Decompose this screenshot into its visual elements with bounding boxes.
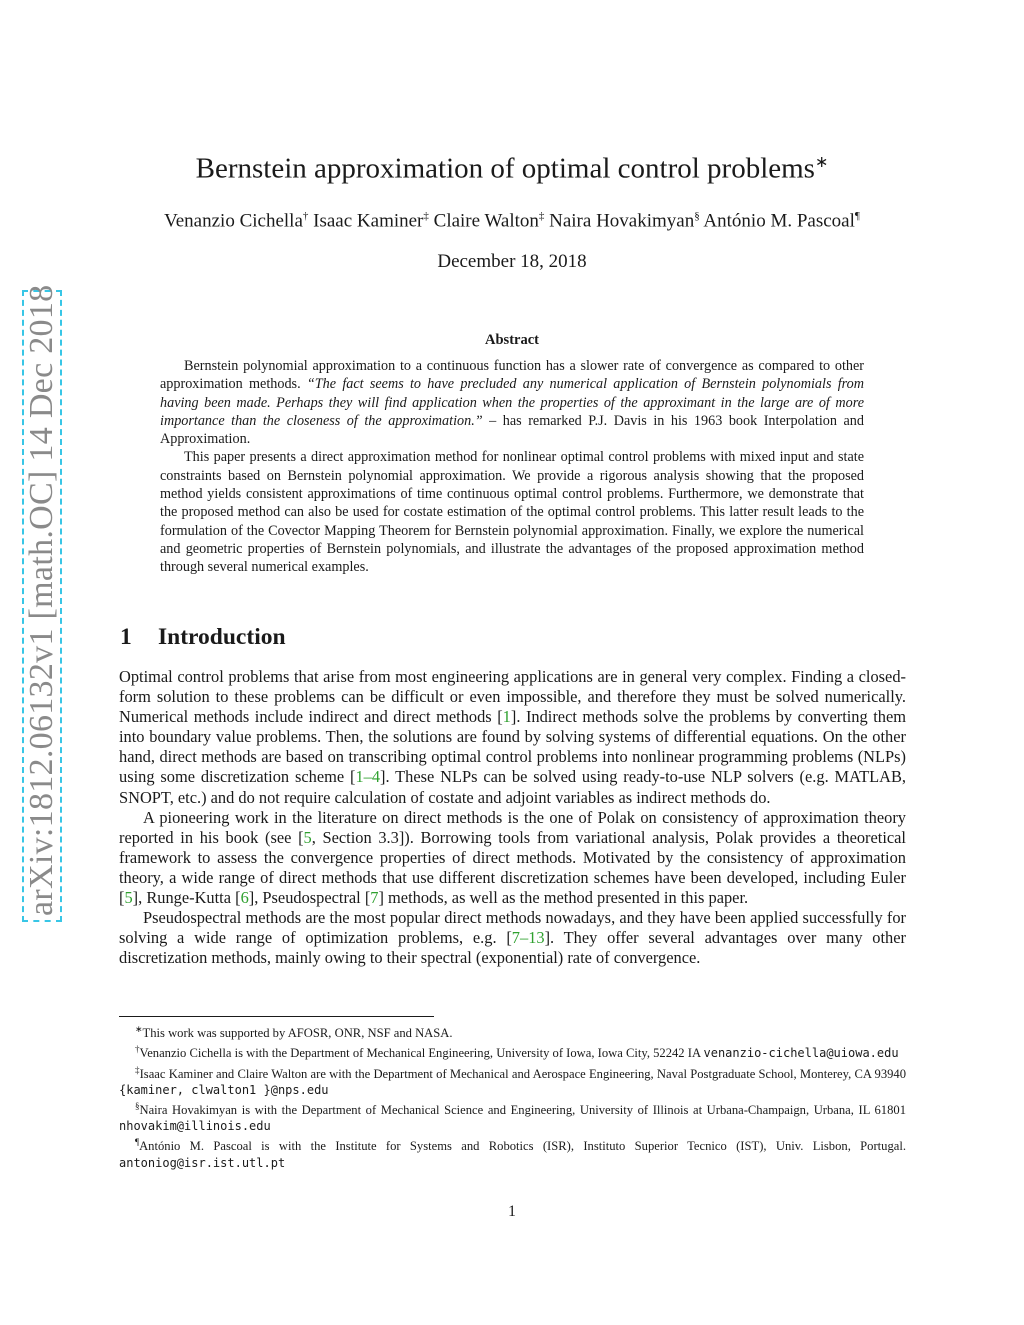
citation-link[interactable]: 7 [370,888,379,908]
citation-link[interactable]: 1 [502,707,511,727]
body-text: ]. These NLPs can be solved using ready-to-use NLP solvers (e.g. MATLAB, SNOPT, etc.) and do not require calculation of costate and adjoint variables as indirect methods do. [119,767,907,807]
footnote-email[interactable]: nhovakim@illinois.edu [119,1119,271,1134]
author-name: António M. Pascoal [703,210,855,232]
body-paragraph [119,808,906,908]
body-text: ], Runge-Kutta [ [132,888,241,908]
arxiv-stamp-text: arXiv:1812.06132v1 [math.OC] 14 Dec 2018 [23,284,60,916]
citation-link[interactable]: 5 [124,888,133,908]
section-heading [120,624,286,651]
body-text: Pseudospectral methods are the most popular direct methods nowadays, and they have been applied successfully for solving a wide range of optimization problems, e.g. [ [119,908,906,948]
footnote-email[interactable]: {kaminer, clwalton1 }@nps.edu [119,1082,329,1097]
author-mark: § [694,210,700,222]
footnotes [119,1021,906,1171]
body-text: ]. Indirect methods solve the problems by converting them into boundary value problems. Then, the solutions are found by solving systems of differential equations. On the other hand, direct methods are based on transcribing optimal control problems into nonlinear programming problems (NLPs) using some discretization scheme [ [119,707,906,787]
footnote-mark: ¶ [135,1137,140,1148]
body-text: ], Pseudospectral [ [248,888,371,908]
citation-link[interactable]: 5 [303,827,312,847]
footnote-mark: ‡ [135,1064,140,1075]
author-mark: ‡ [423,210,429,222]
body-text: ]. They offer several advantages over many other discretization methods, mainly owing to their spectral (exponential) rate of convergence. [119,928,906,968]
abstract-quote: “The fact seems to have precluded any numerical application of Bernstein polynomials from having been made. Perhaps they will find application when the properties of the approximant in the large are of more importance than the closeness of the approximation.” [160,376,864,429]
abstract-text: – has remarked P.J. Davis in his 1963 book Interpolation and Approximation. [160,412,864,448]
footnote-mark: † [135,1044,140,1055]
arxiv-side-stamp [22,284,62,922]
citation-link[interactable]: 7–13 [511,928,545,948]
footnote [119,1021,906,1041]
footnote-text: António M. Pascoal is with the Institute for Systems and Robotics (ISR), Instituto Superior Tecnico (IST), Univ. Lisbon, Portugal. [139,1139,906,1154]
abstract-paragraph [160,357,864,448]
section-number: 1 [120,624,132,650]
section-title: Introduction [158,624,286,650]
abstract-text: Bernstein polynomial approximation to a continuous function has a slower rate of convergence as compared to other approximation methods. [160,358,864,393]
paper-title [0,152,1024,186]
citation-link[interactable]: 6 [240,888,249,908]
paper-title-text: Bernstein approximation of optimal control problems [195,152,815,185]
abstract-body [160,357,864,577]
page-number: 1 [508,1203,516,1220]
footnote-email[interactable]: antoniog@isr.ist.utl.pt [119,1155,286,1170]
footnote-text: Isaac Kaminer and Claire Walton are with the Department of Mechanical and Aerospace Engineering, Naval Postgraduate School, Monterey, CA 93940 [139,1066,907,1081]
body-text: , Section 3.3]). Borrowing tools from variational analysis, Polak provides a theoretical framework to assess the convergence properties of direct methods. Motivated by the consistency of approximation theory, a wide range of direct methods that use different discretization schemes have been developed, including Euler [ [119,827,906,908]
citation-link[interactable]: 1–4 [355,767,381,787]
body-text: Optimal control problems that arise from most engineering applications are in general very complex. Finding a closed-form solution to these problems can be difficult or even impossible, and therefore they must be solved numerically. Numerical methods include indirect and direct methods [ [119,667,906,727]
footnote-divider [119,1016,434,1017]
footnote-text: Venanzio Cichella is with the Department of Mechanical Engineering, University of Iowa, Iowa City, 52242 IA [139,1046,704,1061]
footnote-mark: § [135,1100,140,1111]
author-mark: ¶ [854,210,860,222]
body-text: ] methods, as well as the method presented in this paper. [378,888,749,908]
body-paragraph [119,908,906,968]
body-text: A pioneering work in the literature on direct methods is the one of Polak on consistency of approximation theory reported in his book (see [ [119,807,906,847]
abstract-heading: Abstract [485,332,539,348]
footnote [119,1041,906,1061]
author-mark: † [302,210,309,222]
footnote-text: This work was supported by AFOSR, ONR, NSF and NASA. [142,1026,453,1041]
author-name: Claire Walton [433,210,539,232]
footnote-mark: ∗ [135,1024,143,1034]
author-name: Naira Hovakimyan [549,210,695,232]
author-name: Isaac Kaminer [313,210,424,232]
author-mark: ‡ [538,210,545,222]
footnote [119,1098,906,1134]
footnote [119,1062,906,1098]
footnote-email[interactable]: venanzio-cichella@uiowa.edu [703,1046,899,1061]
author-name: Venanzio Cichella [164,210,303,232]
paper-date: December 18, 2018 [437,251,587,272]
footnote [119,1134,906,1170]
title-footnote-mark: ∗ [814,154,829,171]
abstract-paragraph: This paper presents a direct approximation method for nonlinear optimal control problems with mixed input and state constraints based on Bernstein polynomial approximation. We provide a rigorous analysis showing that the proposed method yields consistent approximations of time continuous optimal control problems. Furthermore, we demonstrate that the proposed method can also be used for costate estimation of the optimal control problems. This latter result leads to the formulation of the Covector Mapping Theorem for Bernstein polynomial approximation. Finally, we explore the numerical and geometric properties of Bernstein polynomials, and illustrate the advantages of the proposed approximation method through several numerical examples. [160,449,864,576]
footnote-text: Naira Hovakimyan is with the Department of Mechanical Science and Engineering, University of Illinois at Urbana-Champaign, Urbana, IL 61801 [139,1103,906,1118]
section-body [119,667,906,968]
body-paragraph [119,667,906,808]
author-list [0,210,1024,232]
